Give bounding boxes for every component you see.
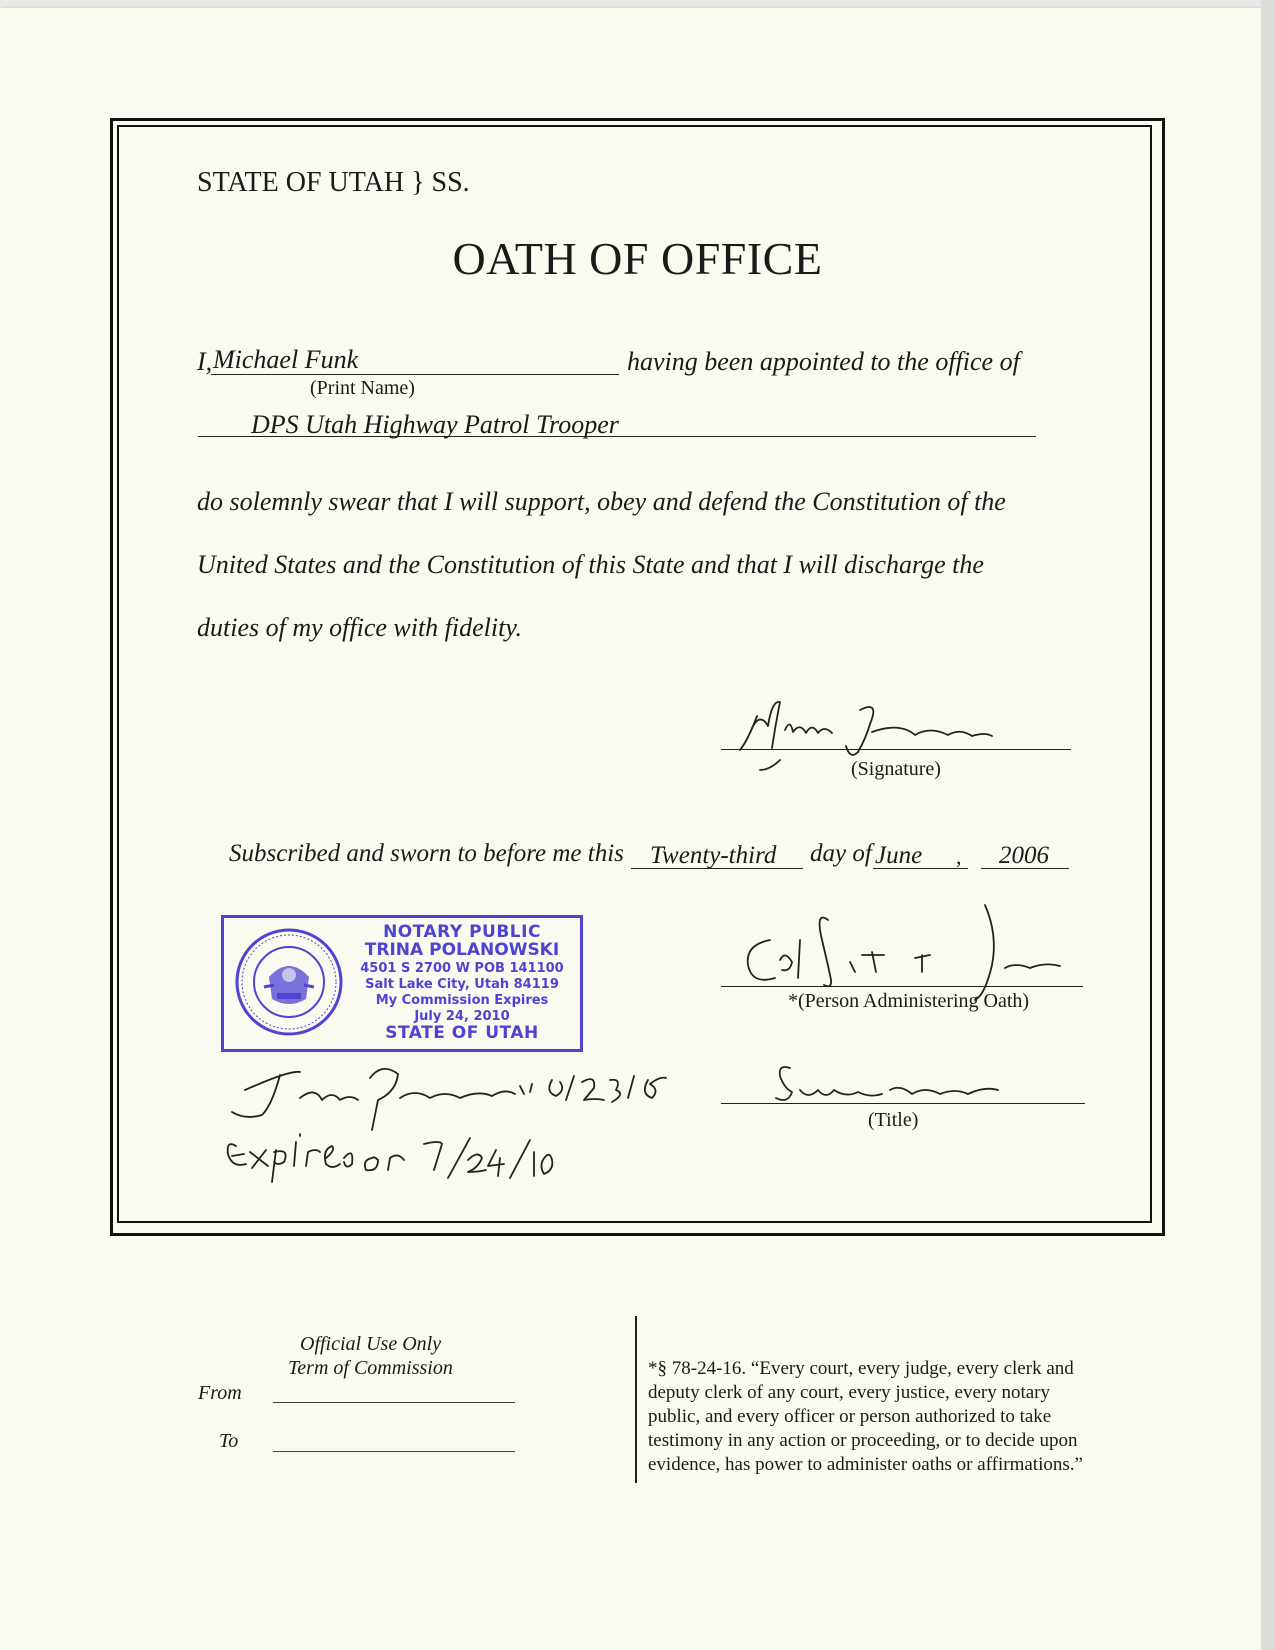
oath-line: do solemnly swear that I will support, obey and defend the Constitution of the — [197, 487, 1006, 516]
signature-caption: (Signature) — [851, 758, 941, 780]
document-title: OATH OF OFFICE — [452, 233, 823, 284]
statute-line: evidence, has power to administer oaths or affirmations.” — [648, 1454, 1083, 1475]
name-prefix: I, — [197, 347, 213, 376]
official-use-heading: Official Use Only — [300, 1333, 442, 1355]
administrator-signature-line — [721, 986, 1083, 987]
stamp-commission-label: My Commission Expires — [375, 993, 549, 1008]
sworn-text: Subscribed and sworn to before me this — [229, 840, 624, 867]
oath-paragraph — [197, 470, 1077, 659]
from-blank-line — [273, 1402, 515, 1403]
day-blank-line — [631, 868, 803, 869]
stamp-address: 4501 S 2700 W POB 141100 — [360, 961, 564, 976]
appointed-text: having been appointed to the office of — [627, 347, 1020, 376]
stamp-notary-name: TRINA POLANOWSKI — [364, 940, 560, 960]
year-blank-line — [981, 868, 1069, 869]
appointee-name: Michael Funk — [213, 345, 359, 374]
title-line — [721, 1103, 1085, 1104]
name-blank-line — [211, 374, 619, 375]
office-blank-line — [198, 436, 1036, 437]
oath-line: duties of my office with fidelity. — [197, 613, 522, 642]
to-label: To — [219, 1430, 239, 1452]
title-caption: (Title) — [868, 1109, 919, 1131]
term-of-commission-heading: Term of Commission — [288, 1357, 453, 1379]
office-name: DPS Utah Highway Patrol Trooper — [251, 410, 619, 439]
print-name-caption: (Print Name) — [310, 377, 415, 399]
sworn-year: 2006 — [999, 842, 1049, 869]
statute-line: public, and every officer or person authorized to take — [648, 1406, 1052, 1427]
from-label: From — [198, 1382, 242, 1404]
statute-line: *§ 78-24-16. “Every court, every judge, every clerk and — [648, 1358, 1074, 1379]
stamp-state: STATE OF UTAH — [385, 1023, 539, 1043]
sworn-day: Twenty-third — [650, 842, 777, 869]
date-comma: , — [956, 844, 962, 869]
stamp-commission-date: July 24, 2010 — [414, 1009, 510, 1024]
statute-line: deputy clerk of any court, every justice, every notary — [648, 1382, 1051, 1403]
stamp-text-block — [344, 924, 580, 1042]
statute-footnote — [648, 1357, 1148, 1477]
oath-line: United States and the Constitution of this State and that I will discharge the — [197, 550, 984, 579]
signature-line — [721, 749, 1071, 750]
administrator-caption: *(Person Administering Oath) — [788, 990, 1030, 1012]
stamp-city: Salt Lake City, Utah 84119 — [365, 977, 559, 992]
day-of-text: day of — [810, 840, 872, 867]
month-blank-line — [873, 868, 968, 869]
statute-line: testimony in any action or proceeding, or to decide upon — [648, 1430, 1078, 1451]
to-blank-line — [273, 1451, 515, 1452]
stamp-notary-public: NOTARY PUBLIC — [383, 922, 541, 942]
section-divider — [635, 1316, 637, 1483]
utah-seal-icon — [234, 927, 344, 1037]
state-venue-line: STATE OF UTAH } SS. — [197, 167, 470, 198]
sworn-month: June — [875, 842, 923, 869]
inner-border — [117, 125, 1152, 1223]
notary-stamp — [221, 915, 583, 1052]
